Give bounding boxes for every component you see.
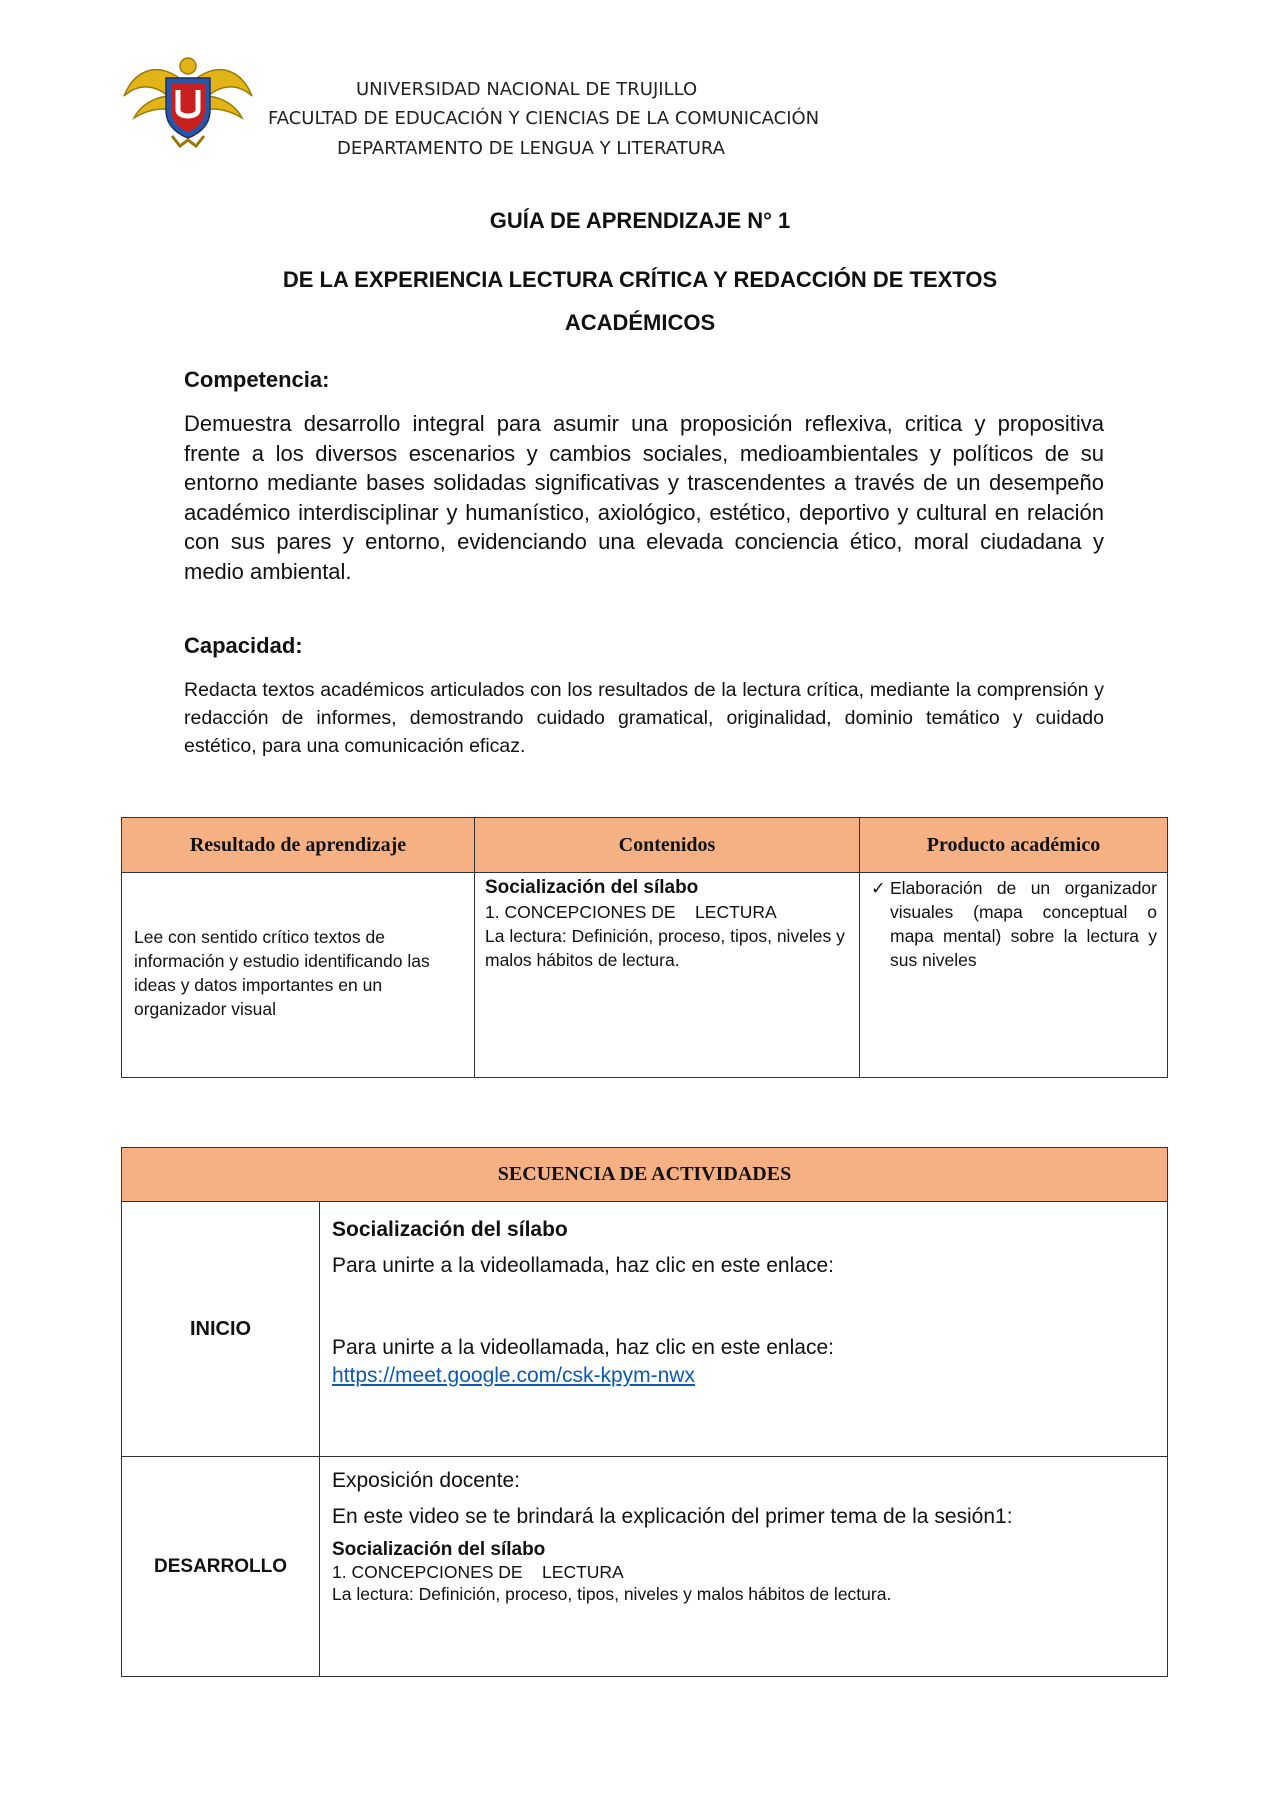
column-header: Resultado de aprendizaje [122,818,475,873]
desarrollo-line2: En este video se te brindará la explicación del primer tema de la sesión1: [332,1505,1013,1528]
checkmark-icon: ✓ [871,878,886,898]
contenidos-item: 1. CONCEPCIONES DE LECTURA [485,902,777,922]
table-row [122,1457,1168,1677]
contenidos-title: Socialización del sílabo [485,877,699,898]
producto-text: Elaboración de un organizador visuales (mapa conceptual o mapa mental) sobre la lectura y sus niveles [890,878,1157,970]
guide-subtitle-line1: DE LA EXPERIENCIA LECTURA CRÍTICA Y REDACCIÓN DE TEXTOS [282,267,998,292]
column-header: Contenidos [475,818,860,873]
desarrollo-label: DESARROLLO [122,1457,320,1677]
university-logo [122,52,254,148]
guide-subtitle-line2: ACADÉMICOS [564,310,716,335]
department-name: DEPARTAMENTO DE LENGUA Y LITERATURA [337,138,725,159]
table-header-row [122,818,1168,873]
table-row [122,873,1168,1078]
table-header-row [122,1148,1168,1202]
meet-link[interactable]: https://meet.google.com/csk-kpym-nwx [332,1364,695,1387]
resultado-cell: Lee con sentido crítico textos de información y estudio identificando las ideas y datos importantes en un organizador visual [122,873,475,1078]
sequence-header: SECUENCIA DE ACTIVIDADES [122,1148,1168,1202]
university-name: UNIVERSIDAD NACIONAL DE TRUJILLO [356,79,698,100]
table-row [122,1202,1168,1457]
capacidad-heading: Capacidad: [184,633,303,658]
inicio-content [320,1202,1168,1457]
inicio-title: Socialización del sílabo [332,1218,568,1241]
capacidad-text: Redacta textos académicos articulados con los resultados de la lectura crítica, mediante la comprensión y redacción de informes, demostrando cuidado gramatical, originalidad, dominio temático y cuidado estético, para una comunicación eficaz. [184,679,1104,757]
faculty-name: FACULTAD DE EDUCACIÓN Y CIENCIAS DE LA COMUNICACIÓN [268,108,820,129]
contenidos-detail: La lectura: Definición, proceso, tipos, niveles y malos hábitos de lectura. [485,926,845,970]
competencia-text: Demuestra desarrollo integral para asumir una proposición reflexiva, critica y propositiva frente a los diversos escenarios y cambios sociales, medioambientales y políticos de su entorno mediante bases solidadas significativas y trascendentes a través de un desempeño académico interdisciplinar y humanístico, axiológico, estético, deportivo y cultural en relación con sus pares y entorno, evidenciando una elevada conciencia ético, moral ciudadana y medio ambiental. [184,411,1104,584]
learning-outcomes-table [121,817,1168,1078]
column-header: Producto académico [860,818,1168,873]
inicio-line1: Para unirte a la videollamada, haz clic en este enlace: [332,1254,834,1277]
producto-cell [860,873,1168,1078]
university-eagle-crest-icon [122,52,254,148]
competencia-heading: Competencia: [184,367,330,392]
guide-title: GUÍA DE APRENDIZAJE N° 1 [489,208,791,233]
desarrollo-item: 1. CONCEPCIONES DE LECTURA [332,1562,624,1582]
inicio-label: INICIO [122,1202,320,1457]
activity-sequence-table [121,1147,1168,1677]
inicio-line2: Para unirte a la videollamada, haz clic en este enlace: [332,1336,834,1359]
desarrollo-title: Socialización del sílabo [332,1539,546,1560]
desarrollo-line1: Exposición docente: [332,1469,520,1492]
producto-item [868,876,1157,972]
desarrollo-detail: La lectura: Definición, proceso, tipos, niveles y malos hábitos de lectura. [332,1584,892,1604]
desarrollo-content [320,1457,1168,1677]
contenidos-cell [475,873,860,1078]
